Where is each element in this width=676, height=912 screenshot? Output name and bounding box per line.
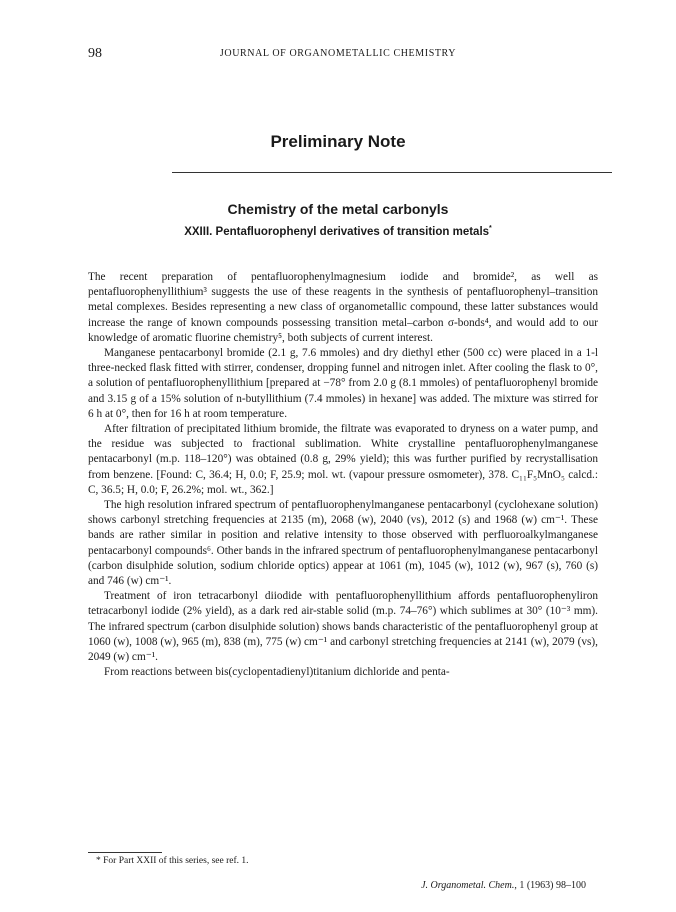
footnote: * For Part XXII of this series, see ref. 1. (96, 856, 249, 866)
section-title: Preliminary Note (270, 132, 406, 151)
article-subtitle (0, 225, 676, 238)
article-subtitle-text: XXIII. Pentafluorophenyl derivatives of transition metals (184, 225, 490, 238)
journal-citation (421, 880, 586, 891)
page-number: 98 (88, 46, 102, 61)
article-body (88, 270, 598, 680)
paragraph: From reactions between bis(cyclopentadienyl)titanium dichloride and penta- (104, 666, 450, 679)
paragraph: Manganese pentacarbonyl bromide (2.1 g, 7.6 mmoles) and dry diethyl ether (500 cc) were placed in a 1-l three-necked flask fitted with stirrer, condenser, dropping funnel and nitrogen inlet. After cooling the flask to 0°, a solution of pentafluorophenyllithium [prepared at −78° from 2.0 g (8.1 mmoles) of pentafluorophenyl bromide and 3.15 g of a 15% solution of n-butyllithium (7.4 mmoles) in hexane] was added. The mixture was stirred for 6 h at 0°, then for 16 h at room temperature. (88, 347, 598, 420)
footnote-marker: * (489, 225, 492, 232)
article-title: Chemistry of the metal carbonyls (227, 201, 449, 217)
footnote-divider (88, 852, 162, 853)
journal-title: JOURNAL OF ORGANOMETALLIC CHEMISTRY (219, 48, 457, 59)
paragraph: The recent preparation of pentafluorophenylmagnesium iodide and bromide², as well as pentafluorophenyllithium³ suggests the use of these reagents in the synthesis of pentafluorophenyl–transition metal complexes. Besides representing a new class of organometallic compound, these latter substances would increase the range of known compounds possessing transition metal–carbon σ-bonds⁴, and would add to our knowledge of aromatic fluorine chemistry⁵, both subjects of current interest. (88, 271, 598, 344)
section-divider (172, 172, 612, 173)
paragraph: After filtration of precipitated lithium bromide, the filtrate was evaporated to dryness on a water pump, and the residue was subjected to fractional sublimation. White crystalline pentafluorophenylmanganese pentacarbonyl (m.p. 118–120°) was obtained (0.8 g, 29% yield); this was further purified by recrystallisation from benzene. [Found: C, 36.4; H, 0.0; F, 25.9; mol. wt. (vapour pressure osmometer), 378. C₁₁F₅MnO₅ calcd.: C, 36.5; H, 0.0; F, 26.2%; mol. wt., 362.] (88, 423, 598, 496)
paragraph: The high resolution infrared spectrum of pentafluorophenylmanganese pentacarbonyl (cyclohexane solution) shows carbonyl stretching frequencies at 2135 (m), 2068 (w), 2040 (vs), 2012 (s) and 1968 (w) cm⁻¹. These bands are rather similar in position and relative intensity to those observed with perfluoroalkylmanganese pentacarbonyl compounds⁶. Other bands in the infrared spectrum of pentafluorophenylmanganese pentacarbonyl (carbon disulphide solution, sodium chloride optics) appear at 1061 (m), 1045 (w), 1012 (w), 967 (s), 760 (s) and 746 (w) cm⁻¹. (88, 499, 598, 588)
paragraph: Treatment of iron tetracarbonyl diiodide with pentafluorophenyllithium affords pentafluorophenyliron tetracarbonyl iodide (2% yield), as a dark red air-stable solid (m.p. 74–76°) which sublimes at 30° (10⁻³ mm). The infrared spectrum (carbon disulphide solution) shows bands characteristic of the pentafluorophenyl group at 1060 (w), 1008 (w), 965 (m), 838 (m), 775 (w) cm⁻¹ and carbonyl stretching frequencies at 2141 (w), 2079 (vs), 2049 (w) cm⁻¹. (88, 590, 598, 664)
citation-details: , 1 (1963) 98–100 (514, 880, 586, 891)
citation-journal: J. Organometal. Chem. (421, 880, 515, 891)
running-head (88, 46, 588, 64)
